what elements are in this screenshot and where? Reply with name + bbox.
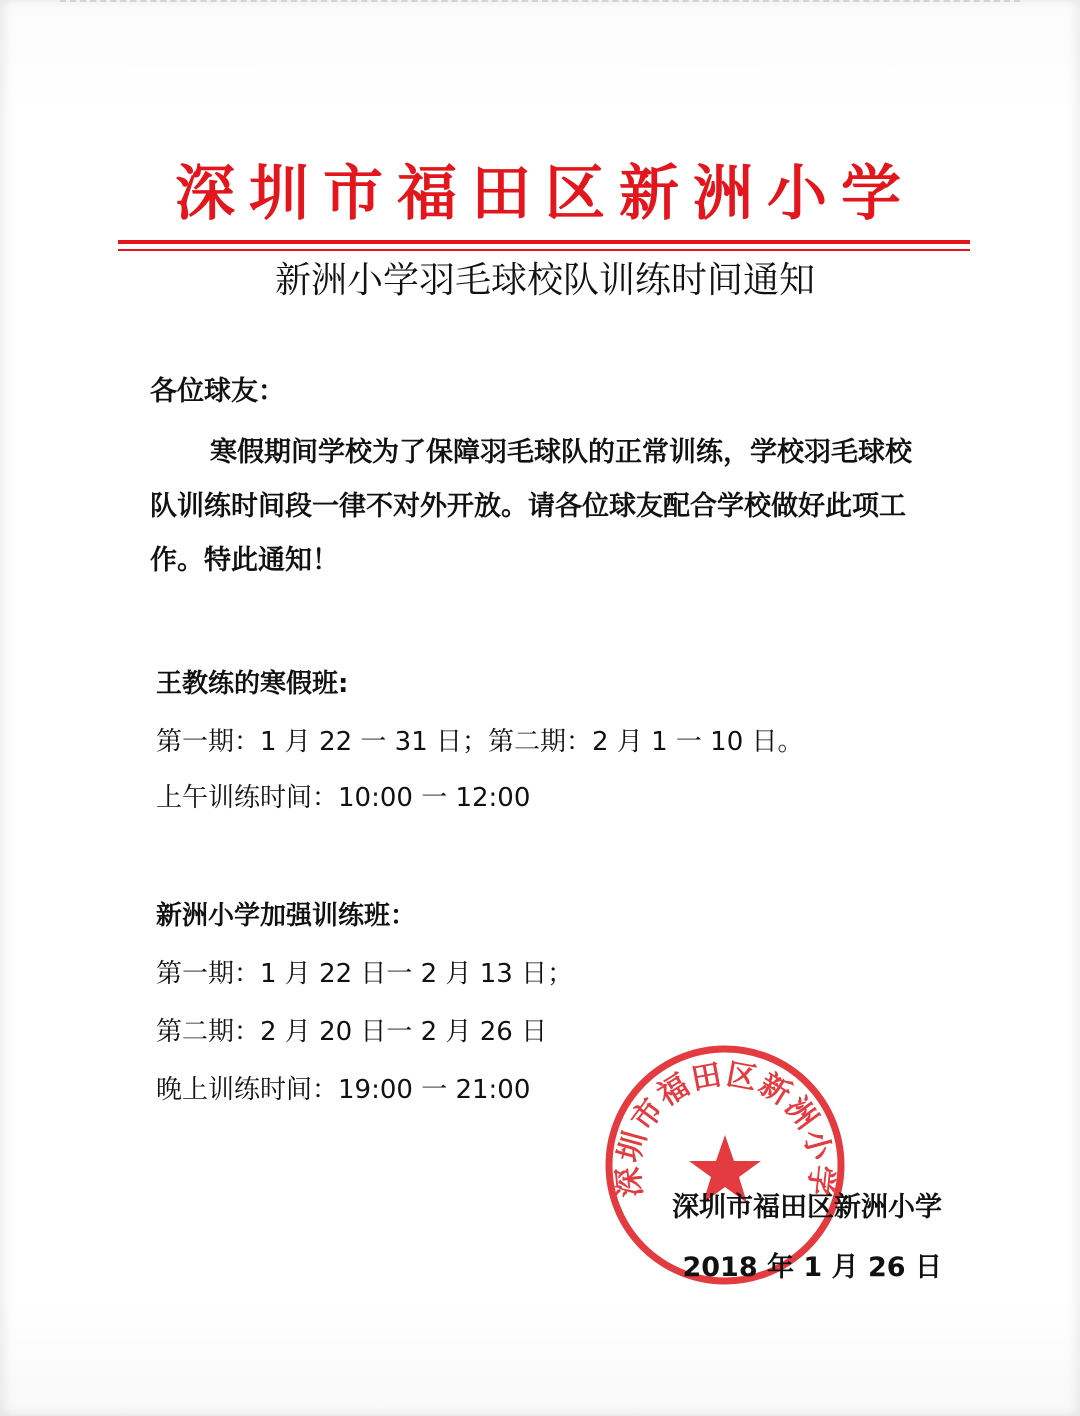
section-title-wang: 王教练的寒假班:	[156, 669, 349, 699]
letterhead-rule-thick	[118, 240, 970, 244]
letterhead-rule-thin	[118, 249, 970, 251]
notice-title: 新洲小学羽毛球校队训练时间通知	[274, 260, 815, 301]
scan-top-marks	[60, 0, 1020, 6]
schedule-line: 第二期：2 月 20 日一 2 月 26 日	[156, 1017, 548, 1047]
notice-body: 寒假期间学校为了保障羽毛球队的正常训练，学校羽毛球校队训练时间段一律不对外开放。请各位球友配合学校做好此项工作。特此通知！	[150, 437, 912, 576]
schedule-line: 晚上训练时间：19:00 一 21:00	[156, 1075, 531, 1105]
signature-date: 2018 年 1 月 26 日	[682, 1252, 942, 1283]
salutation: 各位球友：	[150, 376, 285, 407]
seal-text: 深圳市福田区新洲小学	[610, 1057, 840, 1199]
letterhead-title: 深圳市福田区新洲小学	[175, 159, 915, 229]
schedule-line: 第一期：1 月 22 一 31 日；第二期：2 月 1 一 10 日。	[156, 727, 804, 757]
section-title-xinzhou: 新洲小学加强训练班：	[156, 901, 417, 931]
signature-org: 深圳市福田区新洲小学	[672, 1192, 942, 1223]
schedule-line: 第一期：1 月 22 日一 2 月 13 日；	[156, 959, 574, 989]
schedule-line: 上午训练时间：10:00 一 12:00	[156, 783, 531, 813]
